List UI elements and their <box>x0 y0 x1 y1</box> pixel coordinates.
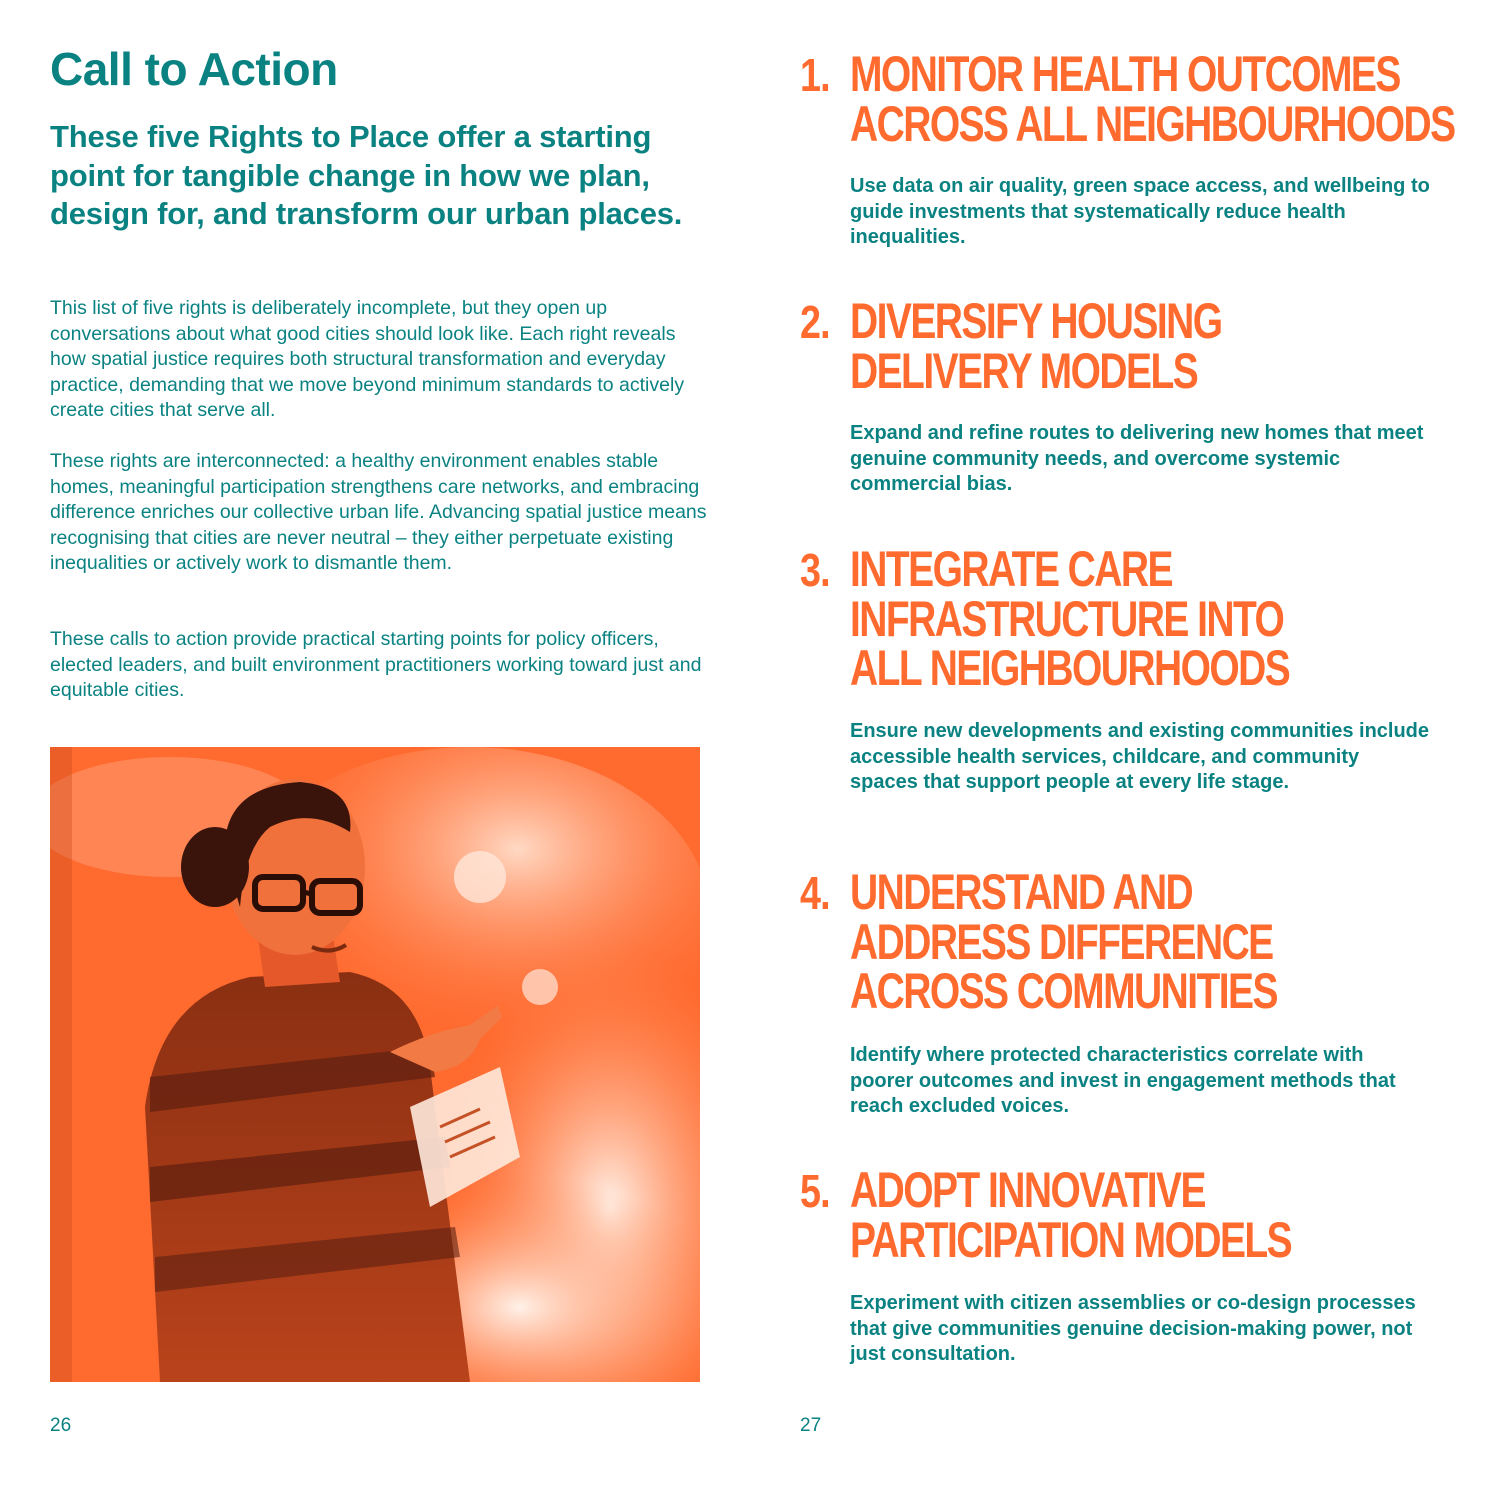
action-title-line: ALL NEIGHBOURHOODS <box>850 640 1290 696</box>
page-number-left: 26 <box>50 1415 72 1436</box>
action-title-line: MONITOR HEALTH OUTCOMES <box>850 46 1400 102</box>
body-paragraph-2: These rights are interconnected: a healthy environment enables stable homes, meaningful participation strengthens care networks, and embracing difference enriches our collective urban life. Advancing spatial justice means recognising that cities are never neutral – they either perpetuate existing inequalities or actively work to dismantle them. <box>50 450 707 574</box>
action-number: 2. <box>800 296 830 348</box>
action-title-line: DELIVERY MODELS <box>850 342 1198 399</box>
action-title <box>850 46 1455 152</box>
action-title-line: ACROSS ALL NEIGHBOURHOODS <box>850 95 1455 152</box>
action-number: 1. <box>800 49 830 101</box>
action-description: Experiment with citizen assemblies or co-design processes that give communities genuine decision-making power, not just consultation. <box>850 1292 1416 1365</box>
action-title <box>850 541 1290 696</box>
action-title-line: DIVERSIFY HOUSING <box>850 293 1222 349</box>
body-paragraph-3: These calls to action provide practical starting points for policy officers, elected leaders, and built environment practitioners working toward just and equitable cities. <box>50 628 702 701</box>
page-title: Call to Action <box>50 43 338 95</box>
duotone-photo <box>50 747 700 1382</box>
action-description: Ensure new developments and existing communities include accessible health services, childcare, and community spaces that support people at every life stage. <box>850 720 1430 793</box>
page-number-right: 27 <box>800 1415 822 1436</box>
action-number: 4. <box>800 867 830 919</box>
action-title-line: ADDRESS DIFFERENCE <box>850 913 1273 970</box>
action-number: 3. <box>800 544 830 596</box>
action-title <box>850 293 1222 399</box>
action-title-line: INFRASTRUCTURE INTO <box>850 590 1284 647</box>
action-number: 5. <box>800 1165 830 1217</box>
action-title-line: ADOPT INNOVATIVE <box>850 1162 1205 1218</box>
action-description: Use data on air quality, green space access, and wellbeing to guide investments that systematically reduce health inequalities. <box>850 175 1430 248</box>
action-description: Expand and refine routes to delivering new homes that meet genuine community needs, and overcome systemic commercial bias. <box>850 422 1424 495</box>
action-title <box>850 1162 1292 1268</box>
action-title <box>850 864 1277 1019</box>
action-title-line: INTEGRATE CARE <box>850 541 1172 597</box>
action-title-line: UNDERSTAND AND <box>850 864 1193 920</box>
action-title-line: ACROSS COMMUNITIES <box>850 963 1277 1019</box>
body-paragraph-1: This list of five rights is deliberately incomplete, but they open up conversations about what good cities should look like. Each right reveals how spatial justice requires both structural transformation and everyday practice, demanding that we move beyond minimum standards to actively create cities that serve all. <box>50 297 685 421</box>
lead-paragraph: These five Rights to Place offer a starting point for tangible change in how we plan, design for, and transform our urban places. <box>50 119 683 231</box>
action-title-line: PARTICIPATION MODELS <box>850 1211 1292 1268</box>
action-description: Identify where protected characteristics correlate with poorer outcomes and invest in engagement methods that reach excluded voices. <box>850 1044 1396 1117</box>
right-page <box>750 0 1500 1485</box>
